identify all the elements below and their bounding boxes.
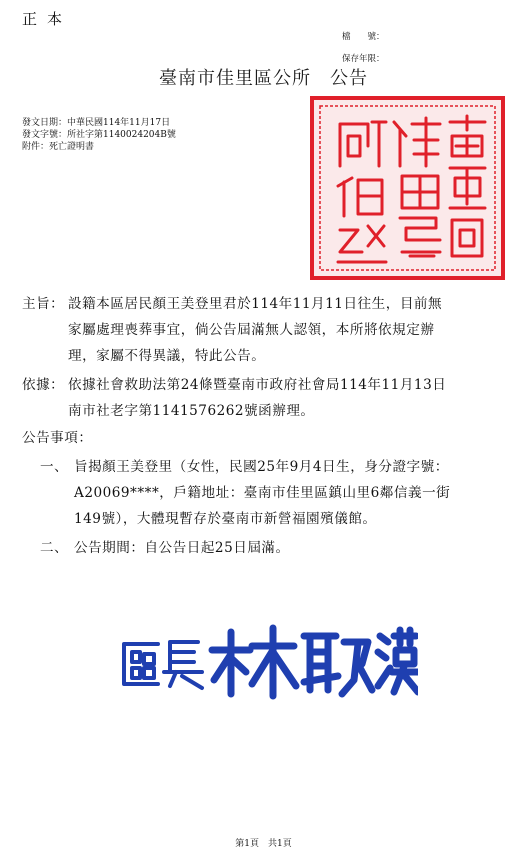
- item-line: A20069****，戶籍地址：臺南市佳里區鎮山里6鄰信義一街: [74, 485, 451, 501]
- retention-label: 保存年限：: [342, 54, 385, 64]
- item-line: 149號），大體現暫存於臺南市新營福園殯儀館。: [74, 511, 377, 527]
- issue-date: 發文日期：中華民國114年11月17日: [22, 118, 171, 128]
- basis-line: 南市社老字第1141576262號函辦理。: [68, 403, 315, 419]
- basis-line: 依據社會救助法第24條暨臺南市政府社會局114年11月13日: [68, 377, 447, 393]
- item-line: 旨揭顏王美登里（女性，民國25年9月4日生，身分證字號：: [74, 459, 449, 475]
- subject-line: 家屬處理喪葬事宜，倘公告屆滿無人認領，本所將依規定辦: [68, 322, 435, 338]
- notice-heading: 公告事項：: [22, 430, 93, 446]
- subject-line: 理，家屬不得異議，特此公告。: [68, 348, 266, 364]
- document-title: 臺南市佳里區公所 公告: [159, 68, 368, 89]
- item-line: 公告期間：自公告日起25日屆滿。: [74, 540, 290, 556]
- subject-label: 主旨：: [22, 296, 65, 312]
- basis-label: 依據：: [22, 377, 65, 393]
- item-number: 二、: [40, 540, 69, 556]
- official-seal: [310, 96, 505, 280]
- item-number: 一、: [40, 459, 69, 475]
- copy-mark: 正本: [22, 10, 73, 28]
- director-signature-stamp: [118, 620, 418, 700]
- attachment: 附件：死亡證明書: [22, 142, 95, 152]
- file-number-label: 檔 號：: [342, 32, 385, 42]
- page-footer: 第1頁 共1頁: [235, 839, 292, 849]
- document-number: 發文字號：所社字第1140024204B號: [22, 130, 176, 140]
- subject-line: 設籍本區居民顏王美登里君於114年11月11日往生，目前無: [68, 296, 443, 312]
